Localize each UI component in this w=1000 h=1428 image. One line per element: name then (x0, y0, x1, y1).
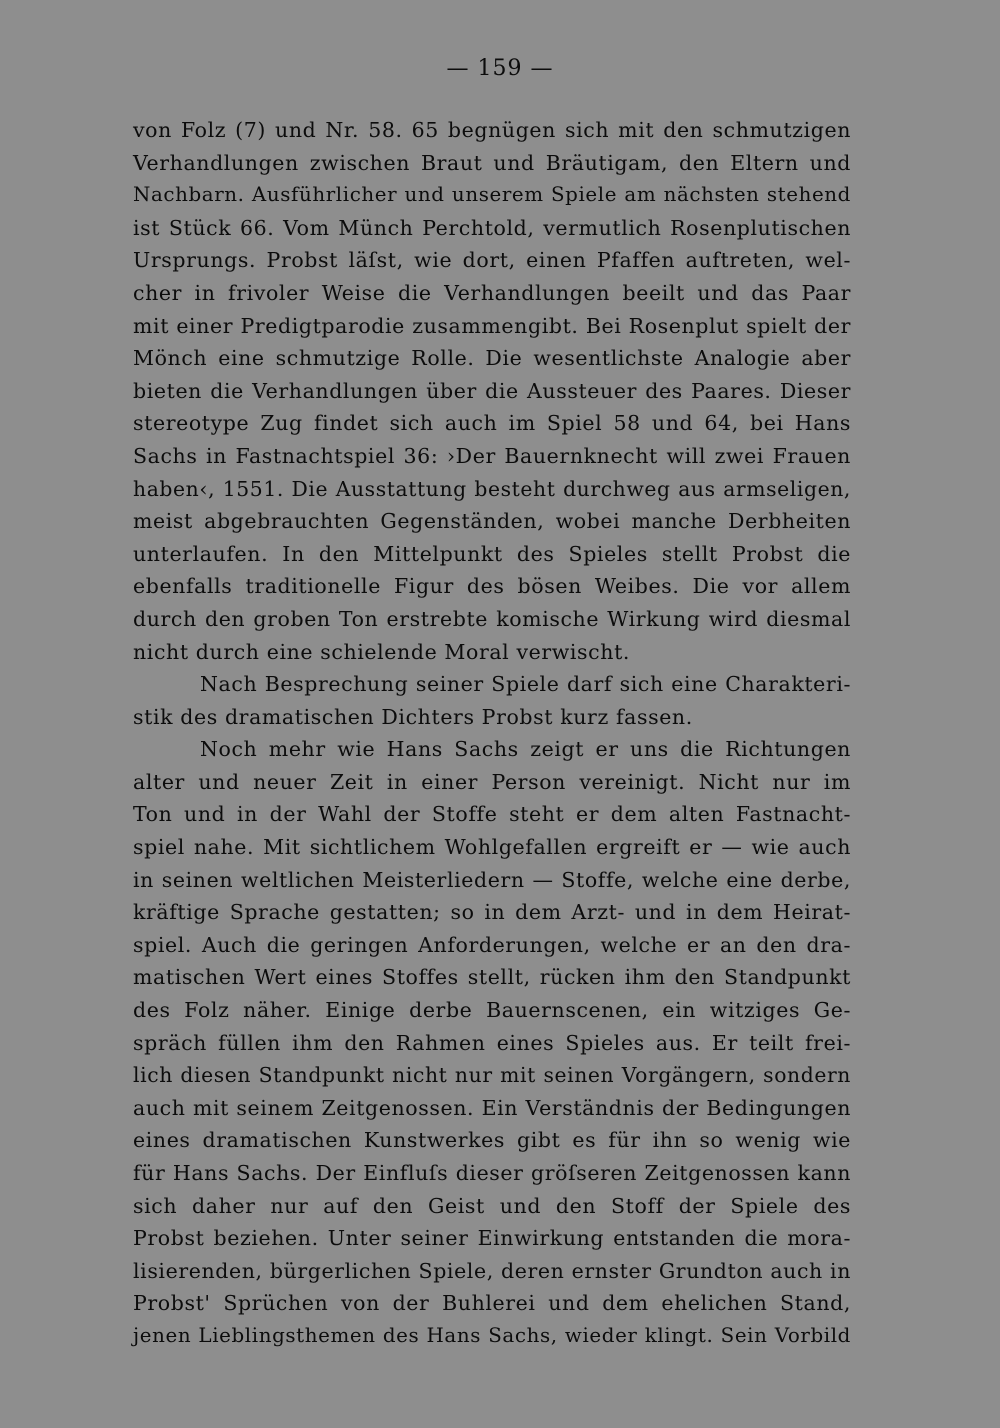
text-line: durch den groben Ton erstrebte komische Wirkung wird diesmal (133, 606, 851, 631)
text-line: bieten die Verhandlungen über die Aussteuer des Paares. Dieser (133, 378, 851, 403)
text-line: auch mit seinem Zeitgenossen. Ein Verständnis der Bedingungen (133, 1095, 851, 1120)
text-line: haben‹, 1551. Die Ausstattung besteht durchweg aus armseligen, (133, 476, 851, 501)
text-line: spiel. Auch die geringen Anforderungen, welche er an den dra- (133, 932, 851, 957)
text-line: meist abgebrauchten Gegenständen, wobei manche Derbheiten (133, 509, 851, 534)
text-line: Noch mehr wie Hans Sachs zeigt er uns die Richtungen (200, 737, 851, 762)
text-line: nicht durch eine schielende Moral verwischt. (133, 639, 631, 664)
text-line: sich daher nur auf den Geist und den Stoff der Spiele des (133, 1193, 851, 1218)
text-line: in seinen weltlichen Meisterliedern — Stoffe, welche eine derbe, (133, 867, 851, 892)
text-line: Sachs in Fastnachtspiel 36: ›Der Bauernknecht will zwei Frauen (133, 443, 851, 468)
text-line: für Hans Sachs. Der Einfluſs dieser gröſseren Zeitgenossen kann (133, 1161, 851, 1185)
text-line: lisierenden, bürgerlichen Spiele, deren ernster Grundton auch in (133, 1258, 851, 1283)
body-text (133, 114, 851, 1353)
text-line: Nachbarn. Ausführlicher und unserem Spiele am nächsten stehend (133, 183, 851, 207)
text-line: unterlaufen. In den Mittelpunkt des Spieles stellt Probst die (133, 541, 851, 566)
text-line: stik des dramatischen Dichters Probst kurz fassen. (133, 704, 693, 729)
text-line: Mönch eine schmutzige Rolle. Die wesentlichste Analogie aber (133, 346, 851, 371)
text-line: eines dramatischen Kunstwerkes gibt es für ihn so wenig wie (133, 1128, 851, 1153)
text-line: kräftige Sprache gestatten; so in dem Arzt- und in dem Heirat- (133, 900, 851, 925)
text-line: spräch füllen ihm den Rahmen eines Spieles aus. Er teilt frei- (133, 1030, 851, 1055)
text-line: alter und neuer Zeit in einer Person vereinigt. Nicht nur im (133, 769, 851, 794)
text-line: ebenfalls traditionelle Figur des bösen Weibes. Die vor allem (133, 574, 851, 599)
text-line: Probst' Sprüchen von der Buhlerei und dem ehelichen Stand, (133, 1291, 851, 1316)
text-line: mit einer Predigtparodie zusammengibt. Bei Rosenplut spielt der (133, 313, 851, 338)
text-line: Ursprungs. Probst läſst, wie dort, einen Pfaffen auftreten, wel- (133, 248, 851, 273)
text-line: von Folz (7) und Nr. 58. 65 begnügen sich mit den schmutzigen (133, 118, 851, 142)
page-number: — 159 — (446, 56, 554, 81)
text-line: spiel nahe. Mit sichtlichem Wohlgefallen ergreift er — wie auch (133, 835, 851, 860)
text-line: lich diesen Standpunkt nicht nur mit seinen Vorgängern, sondern (133, 1063, 851, 1088)
text-line: ist Stück 66. Vom Münch Perchtold, vermutlich Rosenplutischen (133, 215, 851, 240)
text-line: cher in frivoler Weise die Verhandlungen beeilt und das Paar (133, 280, 851, 305)
text-line: Ton und in der Wahl der Stoffe steht er dem alten Fastnacht- (133, 802, 851, 827)
text-line: Probst beziehen. Unter seiner Einwirkung entstanden die mora- (133, 1226, 851, 1251)
text-line: Verhandlungen zwischen Braut und Bräutigam, den Eltern und (133, 150, 851, 175)
text-line: Nach Besprechung seiner Spiele darf sich eine Charakteri- (200, 672, 851, 697)
text-line: stereotype Zug findet sich auch im Spiel 58 und 64, bei Hans (133, 411, 851, 436)
text-line: des Folz näher. Einige derbe Bauernscenen, ein witziges Ge- (133, 998, 851, 1023)
text-line: jenen Lieblingsthemen des Hans Sachs, wieder klingt. Sein Vorbild (133, 1323, 851, 1347)
text-line: matischen Wert eines Stoffes stellt, rücken ihm den Standpunkt (133, 965, 851, 990)
